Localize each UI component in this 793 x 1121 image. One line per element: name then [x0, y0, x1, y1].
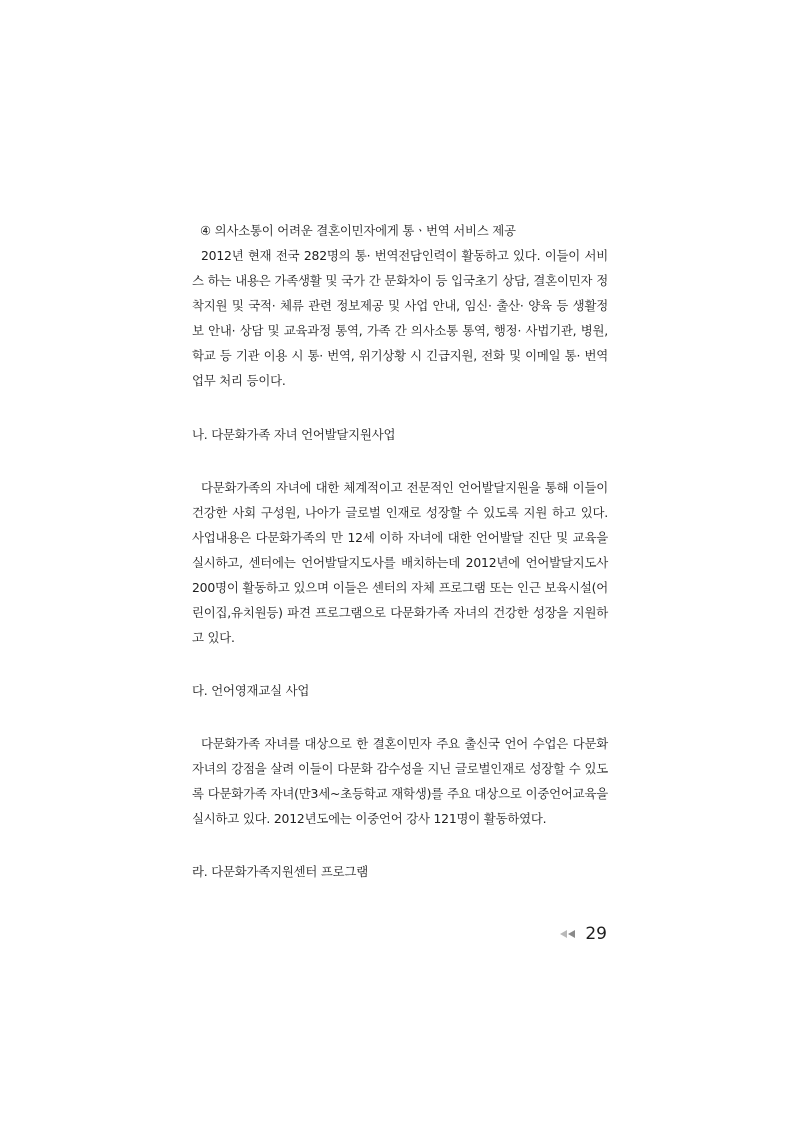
page-content: [192, 218, 608, 884]
section-paragraph-da: 다문화가족 자녀를 대상으로 한 결혼이민자 주요 출신국 언어 수업은 다문화자녀의 강점을 살려 이들이 다문화 감수성을 지닌 글로벌인재로 성장할 수 있도록 다문화가족 자녀(만3세~초등학교 재학생)를 주요 대상으로 이중언어교육을 실시하고 있다. 2012년도에는 이중언어 강사 121명이 활동하였다.: [192, 736, 608, 826]
subsection-paragraph: 2012년 현재 전국 282명의 통· 번역전담인력이 활동하고 있다. 이들이 서비스 하는 내용은 가족생활 및 국가 간 문화차이 등 입국초기 상담, 결혼이민자 정착지원 및 국적· 체류 관련 정보제공 및 사업 안내, 임신· 출산· 양육 등 생활정보 안내· 상담 및 교육과정 통역, 가족 간 의사소통 통역, 행정· 사법기관, 병원, 학교 등 기관 이용 시 통· 번역, 위기상황 시 긴급지원, 전화 및 이메일 통· 번역 업무 처리 등이다.: [192, 248, 608, 388]
triangle-light-icon: [560, 930, 567, 938]
page-footer: [560, 922, 607, 946]
subsection-marker: ④: [200, 223, 211, 238]
triangle-dark-icon: [568, 930, 575, 938]
page-number: 29: [585, 924, 607, 944]
subsection-heading: [200, 218, 608, 243]
section-heading-na: 나. 다문화가족 자녀 언어발달지원사업: [192, 427, 396, 442]
subsection-title: 의사소통이 어려운 결혼이민자에게 통ㆍ번역 서비스 제공: [214, 223, 516, 238]
section-paragraph-na: 다문화가족의 자녀에 대한 체계적이고 전문적인 언어발달지원을 통해 이들이 건강한 사회 구성원, 나아가 글로벌 인재로 성장할 수 있도록 지원 하고 있다. 사업내용은 다문화가족의 만 12세 이하 자녀에 대한 언어발달 진단 및 교육을 실시하고, 센터에는 언어발달지도사를 배치하는데 2012년에 언어발달지도사 200명이 활동하고 있으며 이들은 센터의 자체 프로그램 또는 인근 보육시설(어린이집,유치원등) 파견 프로그램으로 다문화가족 자녀의 건강한 성장을 지원하고 있다.: [192, 480, 608, 645]
section-heading-da: 다. 언어영재교실 사업: [192, 683, 310, 698]
double-left-triangle-icon: [560, 930, 575, 938]
section-heading-ra: 라. 다문화가족지원센터 프로그램: [192, 864, 368, 879]
